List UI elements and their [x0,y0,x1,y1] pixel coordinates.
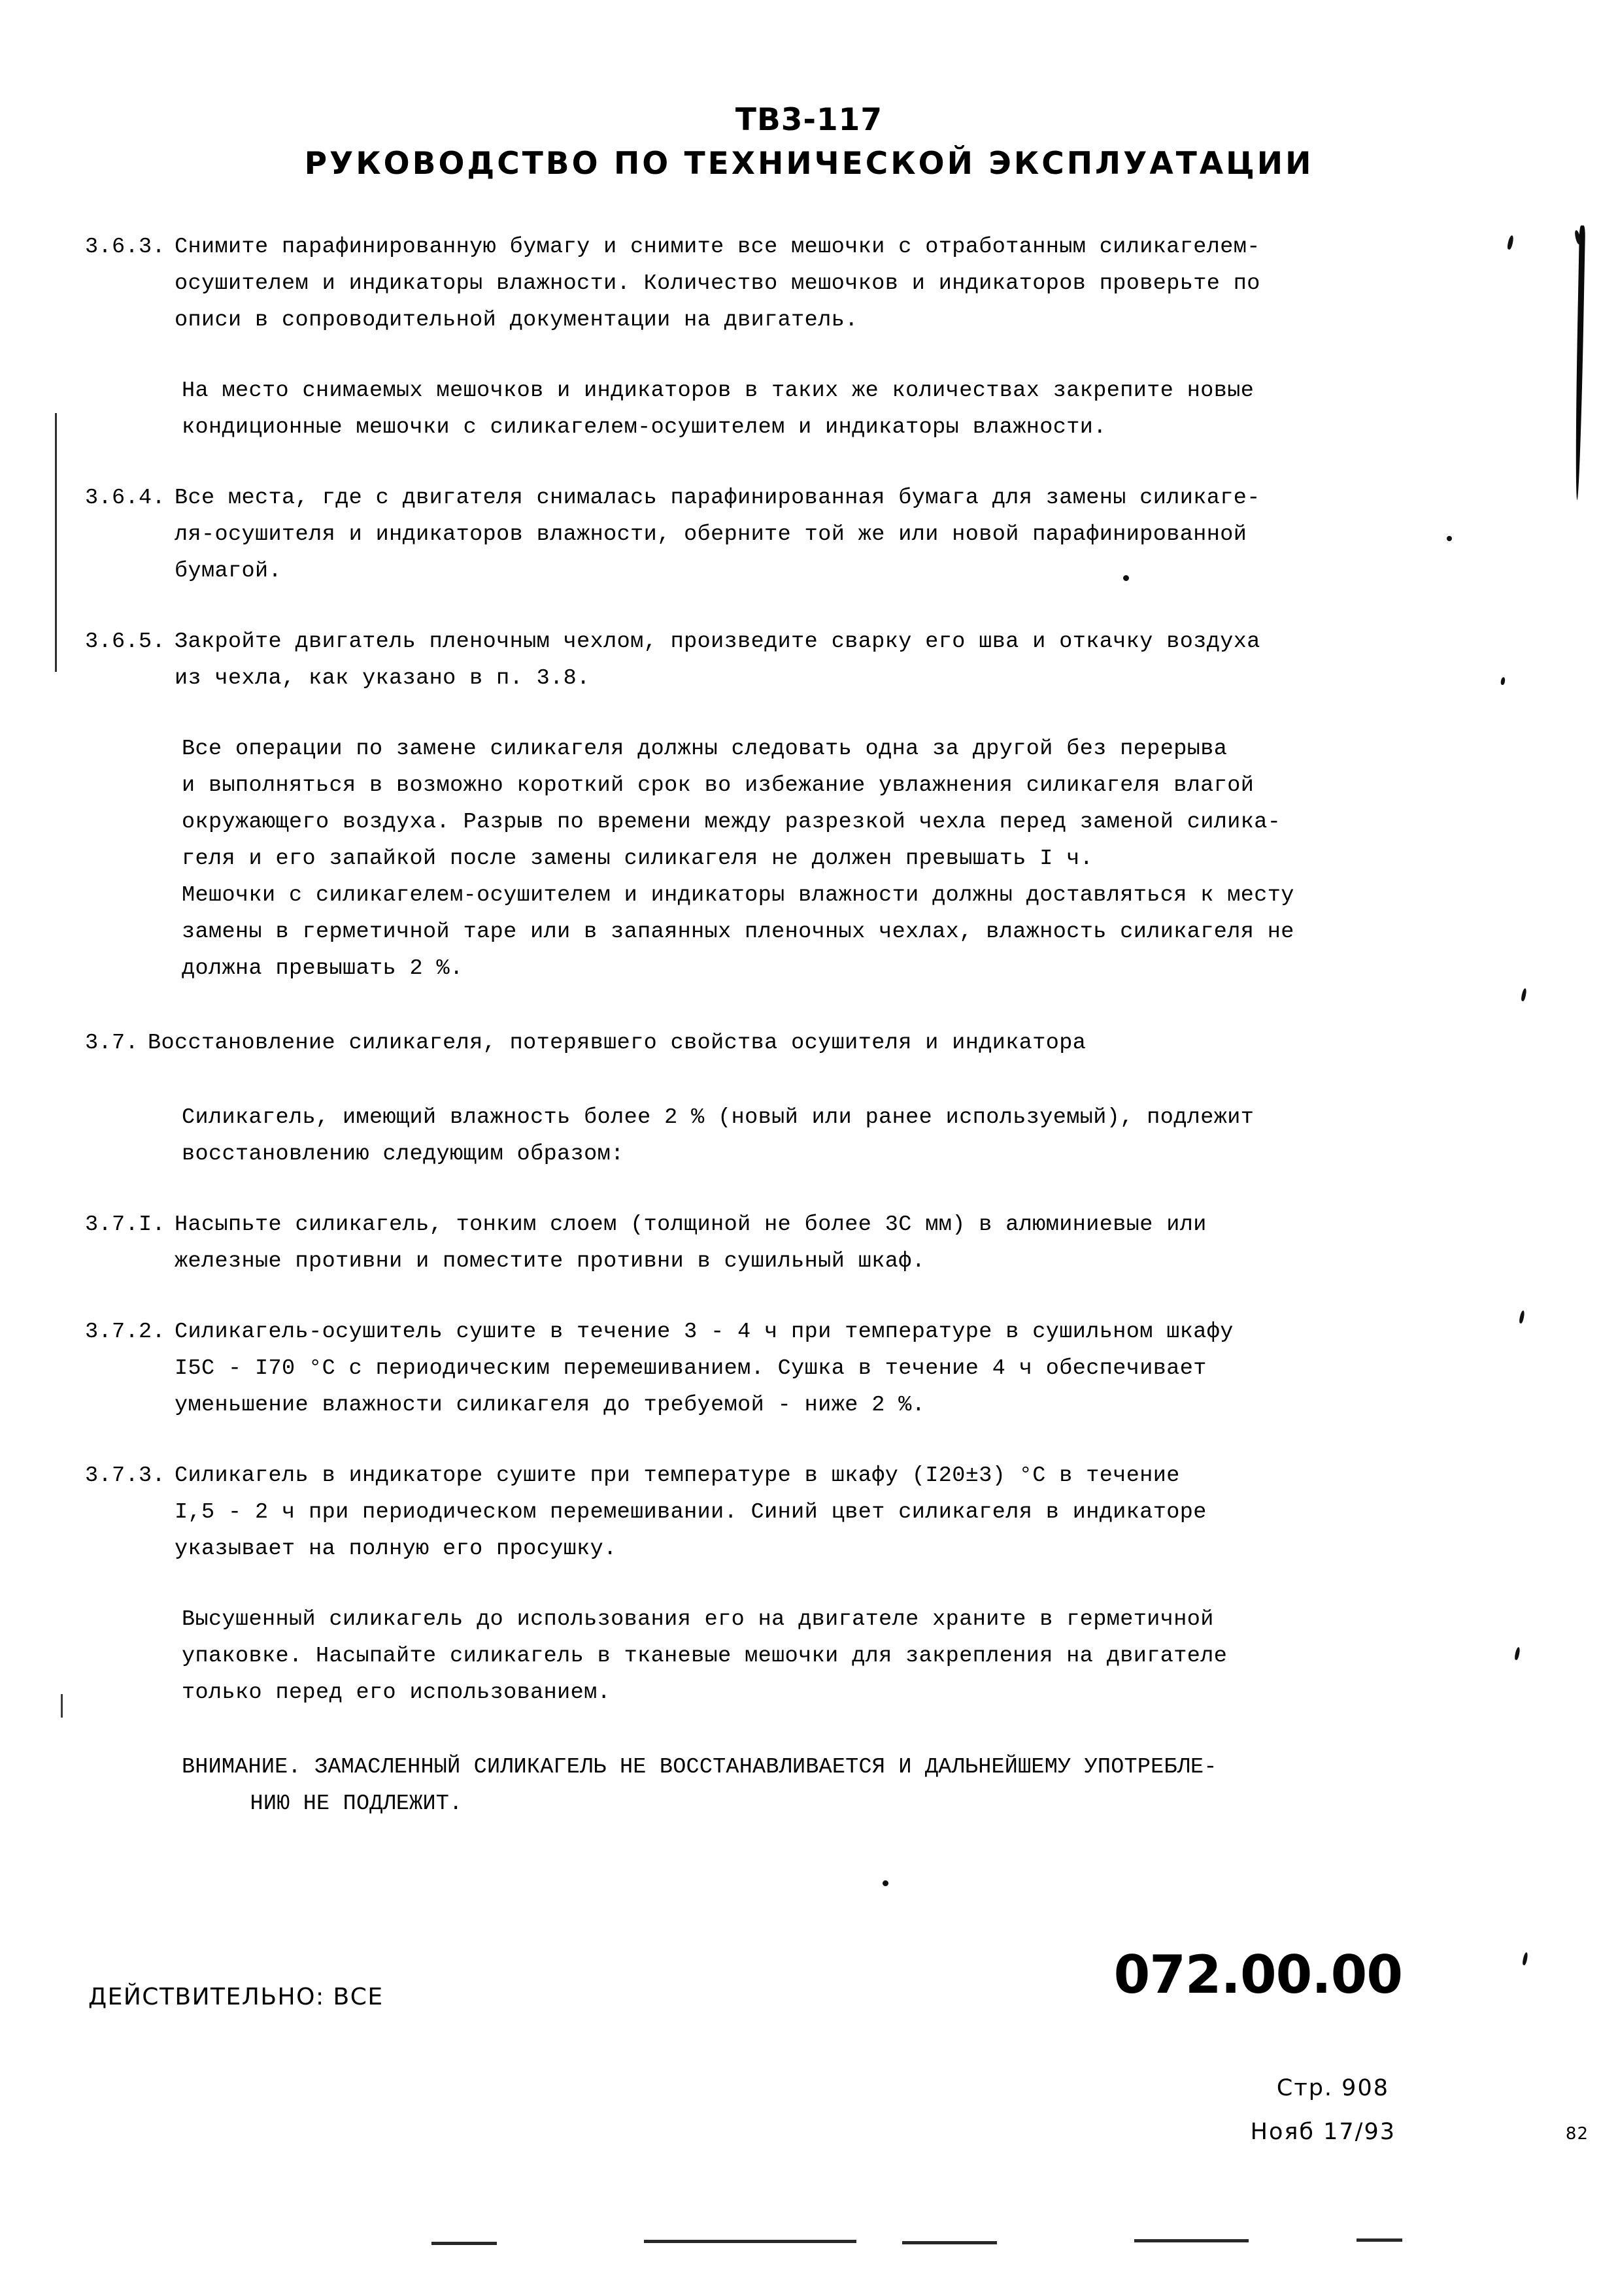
section-block [85,373,1458,446]
scan-speck-artifact [1123,575,1129,581]
section-block [85,1601,1458,1711]
text-line: На место снимаемых мешочков и индикаторов в таких же количествах закрепите новые [182,378,1255,403]
unnumbered-paragraph [85,1601,1458,1711]
text-line: уменьшение влажности силикагеля до требуемой - ниже 2 %. [175,1393,926,1418]
section-number: 3.6.3. [85,235,166,259]
numbered-paragraph [85,1314,1458,1423]
text-line: ВНИМАНИЕ. ЗАМАСЛЕННЫЙ СИЛИКАГЕЛЬ НЕ ВОССТАНАВЛИВАЕТСЯ И ДАЛЬНЕЙШЕМУ УПОТРЕБЛЕ- [182,1755,1217,1780]
scan-edge-artifact [431,2242,497,2245]
spacer [85,1280,1458,1314]
numbered-paragraph [85,229,1458,339]
section-block [85,1314,1458,1423]
scan-edge-artifact [1134,2239,1249,2242]
spacer [85,446,1458,480]
spacer [85,987,1458,1025]
revision-date: Нояб 17/93 [1250,2119,1396,2145]
text-line: из чехла, как указано в п. 3.8. [175,666,590,691]
text-line: I5C - I70 °С с периодическим перемешиванием. Сушка в течение 4 ч обеспечивает [175,1356,1207,1381]
warning-paragraph [85,1749,1458,1822]
text-line: описи в сопроводительной документации на двигатель. [175,308,858,333]
section-text [175,229,1458,339]
text-line: Снимите парафинированную бумагу и снимите все мешочки с отработанным силикагелем- [175,235,1260,259]
spacer [85,1711,1458,1749]
section-text [182,1601,1458,1711]
warning-block [85,1749,1458,1822]
scan-speck-artifact [1521,988,1527,1002]
scan-streak-artifact [1574,225,1585,500]
scan-speck-artifact [1500,677,1506,686]
text-line: ля-осушителя и индикаторов влажности, оберните той же или новой парафинированной [175,522,1247,547]
spacer [85,1061,1458,1099]
section-text [175,480,1458,590]
text-line: НИЮ НЕ ПОДЛЕЖИТ. [250,1791,463,1816]
text-line: Высушенный силикагель до использования его на двигателе храните в герметичной [182,1607,1214,1632]
section-text [182,373,1458,446]
section-text [182,731,1458,987]
sheet-number: 82 [1565,2124,1589,2144]
unnumbered-paragraph [85,373,1458,446]
spacer [85,590,1458,624]
scan-edge-artifact [902,2241,997,2244]
scan-speck-artifact [1522,1952,1528,1966]
numbered-paragraph [85,480,1458,590]
text-line: железные противни и поместите противни в сушильный шкаф. [175,1249,926,1274]
validity-statement: ДЕЙСТВИТЕЛЬНО: ВСЕ [88,1984,384,2010]
scan-speck-artifact [1514,1647,1521,1661]
section-block [85,480,1458,590]
spacer [85,1423,1458,1457]
section-number: 3.7.I. [85,1212,166,1237]
section-block [85,731,1458,987]
section-text [182,1099,1458,1173]
document-code: 072.00.00 [1113,1944,1402,2005]
section-block [85,624,1458,697]
text-line: указывает на полную его просушку. [175,1537,617,1561]
text-line: I,5 - 2 ч при периодическом перемешивании. Синий цвет силикагеля в индикаторе [175,1500,1207,1525]
text-line: Насыпьте силикагель, тонким слоем (толщиной не более 3С мм) в алюминиевые или [175,1212,1207,1237]
text-line: кондиционные мешочки с силикагелем-осушителем и индикаторы влажности. [182,415,1107,440]
section-text [175,1206,1458,1280]
text-line: геля и его запайкой после замены силикагеля не должен превышать I ч. [182,846,1094,871]
text-line: Закройте двигатель пленочным чехлом, произведите сварку его шва и откачку воздуха [175,629,1260,654]
section-block [85,1025,1458,1061]
text-line: замены в герметичной таре или в запаянных пленочных чехлах, влажность силикагеля не [182,920,1294,944]
scan-streak-artifact [55,413,57,672]
manual-title: РУКОВОДСТВО ПО ТЕХНИЧЕСКОЙ ЭКСПЛУАТАЦИИ [304,146,1314,182]
text-line: Все места, где с двигателя снималась парафинированная бумага для замены силикаге- [175,486,1260,510]
section-block [85,1099,1458,1173]
scan-speck-artifact [1519,1310,1525,1324]
scan-streak-artifact [61,1694,63,1718]
text-line: Мешочки с силикагелем-осушителем и индикаторы влажности должны доставляться к месту [182,883,1294,908]
text-line: Силикагель-осушитель сушите в течение 3 - 4 ч при температуре в сушильном шкафу [175,1320,1234,1344]
text-line: восстановлению следующим образом: [182,1142,624,1167]
section-number: 3.6.4. [85,486,166,510]
text-line: только перед его использованием. [182,1680,611,1705]
text-line: упаковке. Насыпайте силикагель в тканевые мешочки для закрепления на двигателе [182,1644,1228,1669]
section-text [175,1314,1458,1423]
section-text [148,1025,1458,1061]
text-line: Силикагель, имеющий влажность более 2 % (новый или ранее используемый), подлежит [182,1105,1255,1130]
text-line: окружающего воздуха. Разрыв по времени между разрезкой чехла перед заменой силика- [182,810,1281,835]
unnumbered-paragraph [85,1099,1458,1173]
scan-edge-artifact [1357,2238,1402,2242]
text-line: и выполняться в возможно короткий срок во избежание увлажнения силикагеля влагой [182,773,1255,798]
section-block [85,1206,1458,1280]
document-header [0,102,1618,182]
spacer [85,1173,1458,1206]
spacer [85,1567,1458,1601]
numbered-paragraph [85,624,1458,697]
section-block [85,229,1458,339]
section-block [85,1457,1458,1567]
spacer [85,339,1458,373]
document-body [85,229,1458,1822]
page-label: Стр. 908 [1276,2075,1389,2101]
spacer [85,697,1458,731]
text-line: Все операции по замене силикагеля должны следовать одна за другой без перерыва [182,737,1228,761]
section-number: 3.7. [85,1031,139,1056]
section-text [175,624,1458,697]
engine-model-title: ТВ3-117 [735,102,883,138]
text-line: бумагой. [175,559,282,584]
section-number: 3.7.2. [85,1320,166,1344]
text-line: осушителем и индикаторы влажности. Количество мешочков и индикаторов проверьте по [175,271,1260,296]
warning-text [182,1749,1458,1822]
section-text [175,1457,1458,1567]
scan-speck-artifact [1507,235,1515,250]
section-number: 3.6.5. [85,629,166,654]
numbered-paragraph [85,1457,1458,1567]
scan-edge-artifact [644,2240,856,2243]
numbered-paragraph [85,1025,1458,1061]
unnumbered-paragraph [85,731,1458,987]
text-line: Восстановление силикагеля, потерявшего свойства осушителя и индикатора [148,1031,1087,1056]
scan-speck-artifact [1447,536,1452,541]
text-line: Силикагель в индикаторе сушите при температуре в шкафу (I20±3) °С в течение [175,1463,1180,1488]
scan-speck-artifact [883,1880,888,1886]
section-number: 3.7.3. [85,1463,166,1488]
text-line: должна превышать 2 %. [182,956,463,981]
numbered-paragraph [85,1206,1458,1280]
